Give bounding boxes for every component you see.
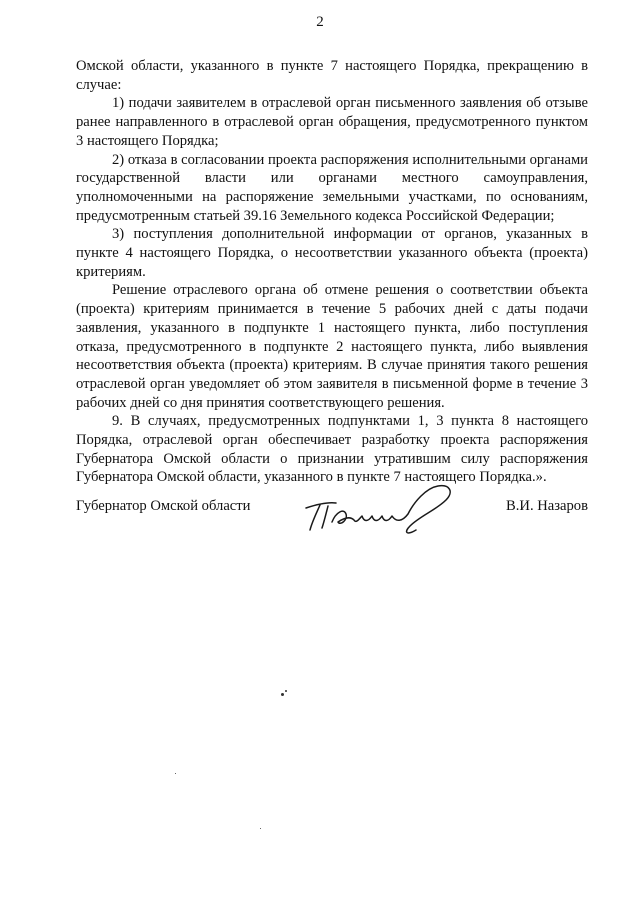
scan-speck (260, 828, 261, 829)
handwritten-signature (298, 478, 468, 542)
scan-speck (285, 690, 287, 692)
paragraph-point-9: 9. В случаях, предусмотренных подпунктами 1, 3 пункта 8 настоящего Порядка, отраслевой орган обеспечивает разработку проекта распоряжения Губернатора Омской области о признании утратившим силу распоряжения Губернатора Омской области, указанного в пункте 7 настоящего Порядка.». (76, 413, 588, 486)
scan-speck (175, 773, 176, 774)
signer-name: В.И. Назаров (506, 498, 588, 514)
paragraph-item-2: 2) отказа в согласовании проекта распоряжения исполнительными органами государственной власти или органами местного самоуправления, уполномоченными на распоряжение земельными участками, по основаниям, предусмотренным статьей 39.16 Земельного кодекса Российской Федерации; (76, 151, 588, 224)
paragraph-continuation: Омской области, указанного в пункте 7 настоящего Порядка, прекращению в случае: (76, 58, 588, 93)
paragraph-item-1: 1) подачи заявителем в отраслевой орган письменного заявления об отзыве ранее направленного в отраслевой орган обращения, предусмотренного пунктом 3 настоящего Порядка; (76, 95, 588, 149)
paragraph-item-3: 3) поступления дополнительной информации от органов, указанных в пункте 4 настоящего Порядка, о несоответствии указанного объекта (проекта) критериям. (76, 226, 588, 280)
signer-title: Губернатор Омской области (76, 498, 251, 514)
paragraph-decision: Решение отраслевого органа об отмене решения о соответствии объекта (проекта) критериям принимается в течение 5 рабочих дней с даты подачи заявления, указанного в подпункте 1 настоящего пункта, либо поступления отказа, предусмотренного в подпункте 2 настоящего пункта, либо выявления несоответствия объекта (проекта) критериям. В случае принятия такого решения отраслевой орган уведомляет об этом заявителя в письменной форме в течение 3 рабочих дней со дня принятия соответствующего решения. (76, 282, 588, 411)
page-number: 2 (316, 14, 324, 30)
signature-block (76, 490, 588, 550)
document-body (76, 57, 588, 487)
scan-speck (281, 693, 284, 696)
